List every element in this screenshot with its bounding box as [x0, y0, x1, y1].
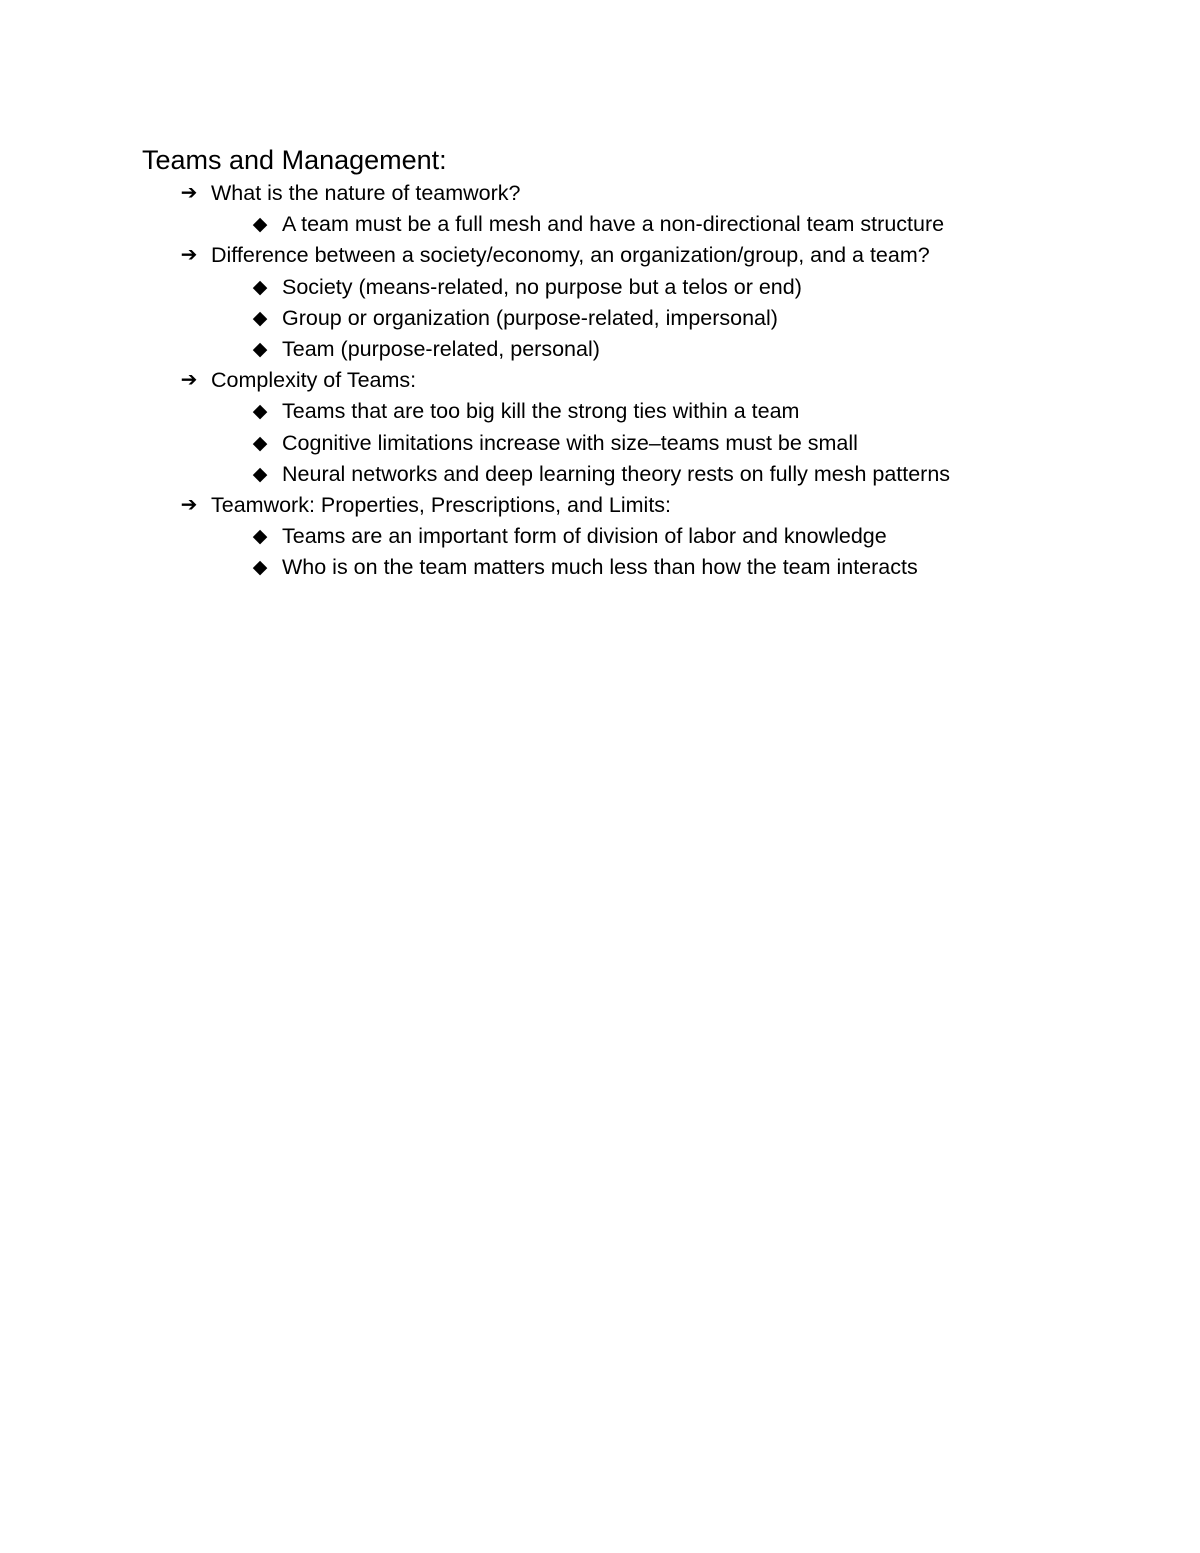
- diamond-bullet-icon: ◆: [252, 214, 268, 236]
- list-item: [0, 552, 1200, 583]
- list-item-text: Teams that are too big kill the strong ties within a team: [282, 399, 800, 424]
- diamond-bullet-icon: ◆: [252, 276, 268, 298]
- arrow-bullet-icon: ➔: [180, 369, 198, 392]
- list-item: [0, 209, 1200, 240]
- list-item: [0, 240, 1200, 271]
- list-item-text: Who is on the team matters much less than how the team interacts: [282, 555, 918, 580]
- list-item-text: Group or organization (purpose-related, impersonal): [282, 305, 778, 330]
- list-item-text: Teamwork: Properties, Prescriptions, and Limits:: [211, 492, 672, 517]
- diamond-bullet-icon: ◆: [252, 401, 268, 423]
- diamond-bullet-icon: ◆: [252, 557, 268, 579]
- list-item-text: Teams are an important form of division of labor and knowledge: [282, 524, 887, 549]
- list-item-text: Society (means-related, no purpose but a telos or end): [282, 274, 802, 299]
- list-item-text: Cognitive limitations increase with size–teams must be small: [282, 430, 858, 455]
- list-item: [0, 178, 1200, 209]
- list-item: [0, 365, 1200, 396]
- diamond-bullet-icon: ◆: [252, 432, 268, 454]
- page-title: Teams and Management:: [142, 145, 447, 175]
- list-item: [0, 490, 1200, 521]
- list-item: [0, 428, 1200, 459]
- arrow-bullet-icon: ➔: [180, 244, 198, 267]
- list-item-text: Difference between a society/economy, an organization/group, and a team?: [211, 243, 930, 268]
- outline-list: [0, 178, 1200, 583]
- arrow-bullet-icon: ➔: [180, 493, 198, 516]
- list-item-text: Team (purpose-related, personal): [282, 336, 600, 361]
- list-item: [0, 272, 1200, 303]
- list-item: [0, 303, 1200, 334]
- list-item: [0, 459, 1200, 490]
- list-item-text: Complexity of Teams:: [211, 368, 417, 393]
- diamond-bullet-icon: ◆: [252, 307, 268, 329]
- list-item: [0, 334, 1200, 365]
- list-item: [0, 396, 1200, 427]
- diamond-bullet-icon: ◆: [252, 338, 268, 360]
- list-item-text: A team must be a full mesh and have a non-directional team structure: [282, 212, 945, 237]
- list-item: [0, 521, 1200, 552]
- diamond-bullet-icon: ◆: [252, 526, 268, 548]
- diamond-bullet-icon: ◆: [252, 463, 268, 485]
- list-item-text: Neural networks and deep learning theory rests on fully mesh patterns: [282, 461, 951, 486]
- arrow-bullet-icon: ➔: [180, 182, 198, 204]
- list-item-text: What is the nature of teamwork?: [211, 181, 521, 205]
